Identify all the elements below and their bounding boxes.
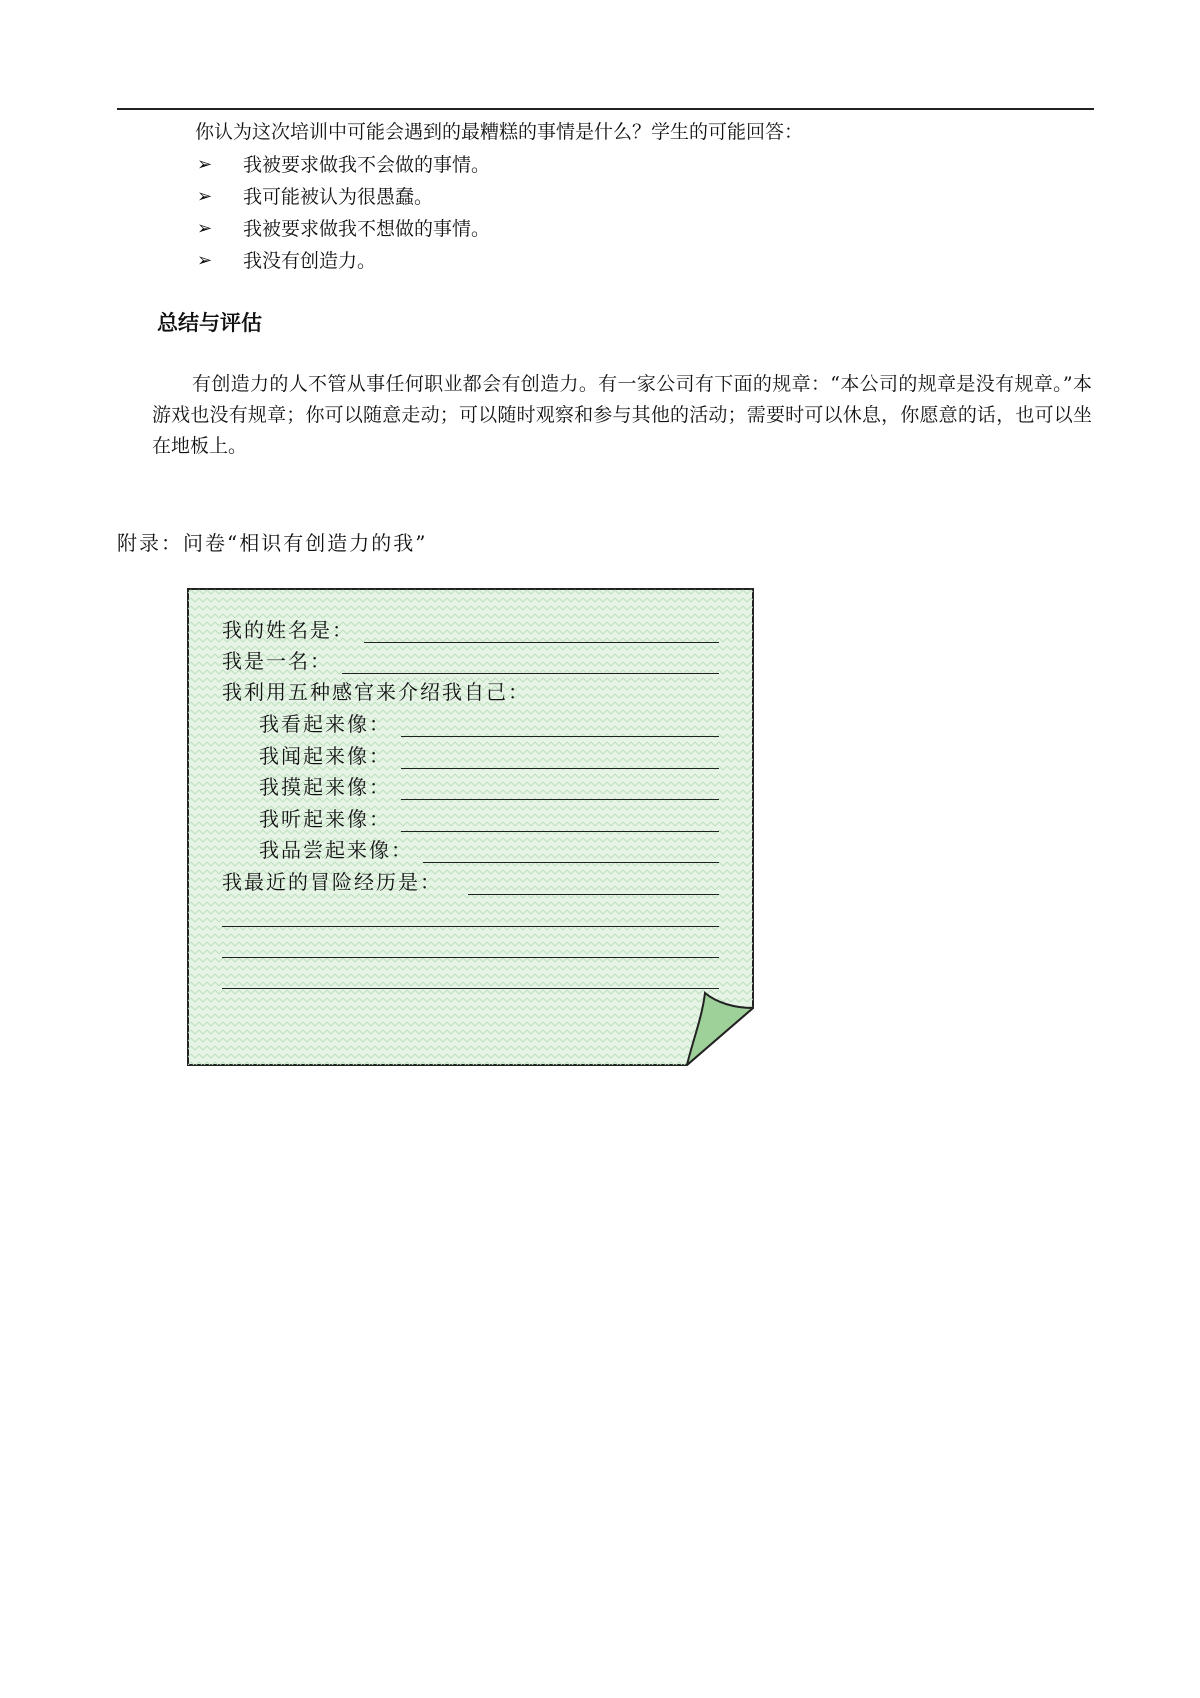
senses-intro-label: 我利用五种感官来介绍我自己： xyxy=(222,680,530,704)
answer-text: 我可能被认为很愚蠢。 xyxy=(243,186,434,208)
adventure-label: 我最近的冒险经历是： xyxy=(222,870,442,894)
appendix-title: 附录：问卷“相识有创造力的我” xyxy=(117,531,428,555)
taste-label: 我品尝起来像： xyxy=(259,838,413,862)
adventure-blank-line[interactable] xyxy=(222,988,719,989)
sound-row xyxy=(259,808,719,832)
arrow-bullet-icon: ➢ xyxy=(197,250,213,271)
answer-text: 我被要求做我不会做的事情。 xyxy=(243,154,491,176)
answer-text: 我没有创造力。 xyxy=(243,250,377,272)
smell-label: 我闻起来像： xyxy=(259,744,391,768)
questionnaire-card xyxy=(187,588,754,1066)
adventure-row xyxy=(222,871,719,895)
look-blank[interactable] xyxy=(401,718,719,737)
section-heading: 总结与评估 xyxy=(157,311,262,335)
adventure-blank-line[interactable] xyxy=(222,926,719,927)
taste-row xyxy=(259,839,719,863)
summary-paragraph: 有创造力的人不管从事任何职业都会有创造力。有一家公司有下面的规章：“本公司的规章是没有规章。”本游戏也没有规章；你可以随意走动；可以随时观察和参与其他的活动；需要时可以休息，你愿意的话，也可以坐在地板上。 xyxy=(152,373,1092,457)
adventure-blank-line[interactable] xyxy=(222,957,719,958)
name-label: 我的姓名是： xyxy=(222,618,354,642)
arrow-bullet-icon: ➢ xyxy=(197,154,213,175)
sound-blank[interactable] xyxy=(401,813,719,832)
sound-label: 我听起来像： xyxy=(259,807,391,831)
touch-blank[interactable] xyxy=(401,781,719,800)
role-blank[interactable] xyxy=(342,655,719,674)
name-blank[interactable] xyxy=(364,624,719,643)
arrow-bullet-icon: ➢ xyxy=(197,218,213,239)
list-item xyxy=(197,213,490,245)
answer-text: 我被要求做我不想做的事情。 xyxy=(243,218,491,240)
question-text: 你认为这次培训中可能会遇到的最糟糕的事情是什么？学生的可能回答： xyxy=(195,121,804,143)
name-row xyxy=(222,619,719,643)
touch-label: 我摸起来像： xyxy=(259,775,391,799)
answer-list xyxy=(197,149,490,277)
role-label: 我是一名： xyxy=(222,649,332,673)
questionnaire-form xyxy=(187,588,754,1066)
adventure-blank[interactable] xyxy=(468,876,719,895)
look-row xyxy=(259,713,719,737)
touch-row xyxy=(259,776,719,800)
smell-row xyxy=(259,745,719,769)
senses-intro-row xyxy=(222,681,719,705)
smell-blank[interactable] xyxy=(401,750,719,769)
arrow-bullet-icon: ➢ xyxy=(197,186,213,207)
list-item xyxy=(197,181,490,213)
header-rule xyxy=(117,108,1094,110)
look-label: 我看起来像： xyxy=(259,712,391,736)
list-item xyxy=(197,149,490,181)
list-item xyxy=(197,245,490,277)
taste-blank[interactable] xyxy=(423,844,719,863)
role-row xyxy=(222,650,719,674)
